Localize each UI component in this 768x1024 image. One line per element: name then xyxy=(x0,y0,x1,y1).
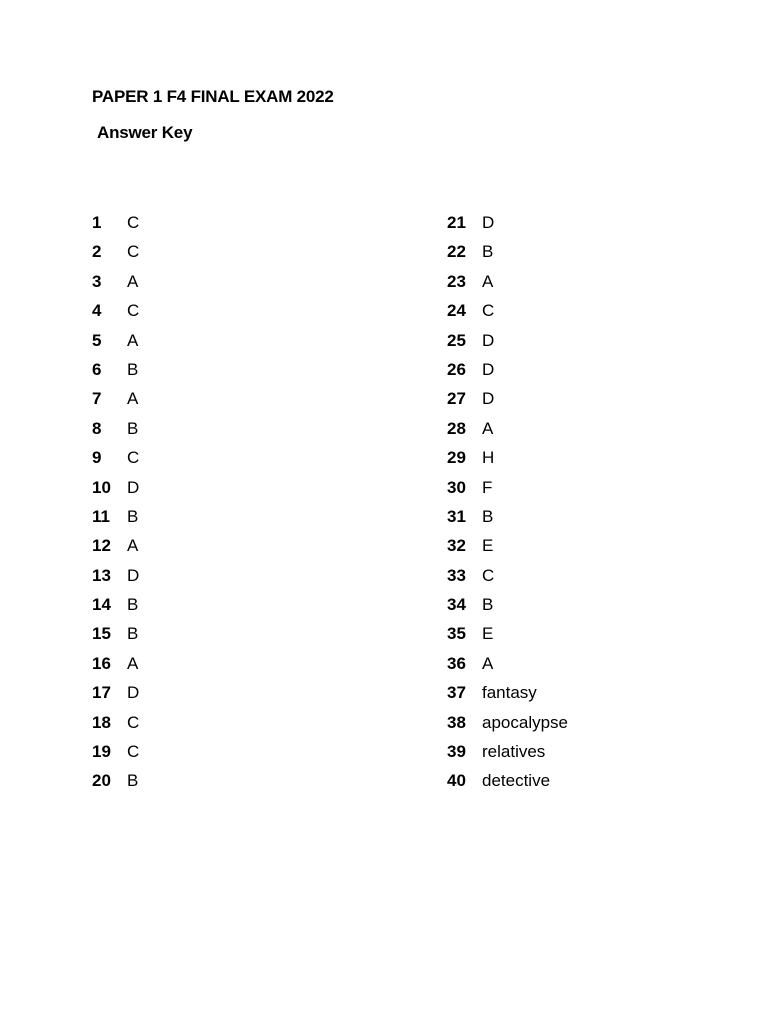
answer-row xyxy=(92,358,139,387)
question-number: 7 xyxy=(92,389,102,409)
answer-row xyxy=(92,681,139,710)
answer-value: E xyxy=(482,536,494,556)
answer-row xyxy=(447,505,568,534)
answer-row xyxy=(92,446,139,475)
answer-row xyxy=(447,358,568,387)
answer-value: A xyxy=(127,389,139,409)
answer-value: H xyxy=(482,448,495,468)
answer-value: A xyxy=(127,653,139,673)
answer-value: D xyxy=(482,330,495,350)
answer-row xyxy=(447,740,568,769)
answer-row xyxy=(447,622,568,651)
answer-value: A xyxy=(127,271,139,291)
answers-column-right xyxy=(447,211,568,799)
answer-value: relatives xyxy=(482,742,546,762)
question-number: 25 xyxy=(447,330,466,350)
question-number: 15 xyxy=(92,624,111,644)
question-number: 16 xyxy=(92,653,111,673)
answer-value: D xyxy=(482,389,495,409)
answer-value: D xyxy=(127,683,140,703)
answer-row xyxy=(92,240,139,269)
answer-value: B xyxy=(482,242,494,262)
answer-row xyxy=(447,534,568,563)
answers-column-left xyxy=(92,211,139,799)
answer-value: B xyxy=(482,506,494,526)
answer-value: D xyxy=(482,359,495,379)
answer-row xyxy=(92,769,139,798)
answer-value: E xyxy=(482,624,494,644)
answer-value: D xyxy=(127,565,140,585)
answer-value: C xyxy=(127,712,140,732)
answer-row xyxy=(92,329,139,358)
question-number: 8 xyxy=(92,418,102,438)
answer-row xyxy=(447,446,568,475)
answer-row xyxy=(447,681,568,710)
answer-value: C xyxy=(127,213,140,232)
answer-value: B xyxy=(127,506,139,526)
answer-row xyxy=(447,769,568,798)
question-number: 11 xyxy=(92,506,110,526)
answer-value: B xyxy=(127,359,139,379)
question-number: 3 xyxy=(92,271,102,291)
answer-row xyxy=(447,240,568,269)
question-number: 19 xyxy=(92,742,111,762)
answer-row xyxy=(92,270,139,299)
question-number: 13 xyxy=(92,565,111,585)
answer-value: B xyxy=(127,771,139,791)
answer-value: D xyxy=(127,477,140,497)
answer-value: C xyxy=(127,242,140,262)
answer-row xyxy=(447,711,568,740)
question-number: 35 xyxy=(447,624,466,644)
question-number: 5 xyxy=(92,330,102,350)
answer-row xyxy=(447,476,568,505)
question-number: 18 xyxy=(92,712,111,732)
answer-value: A xyxy=(127,536,139,556)
question-number: 6 xyxy=(92,359,102,379)
answer-row xyxy=(92,387,139,416)
answer-value: C xyxy=(482,301,495,321)
answer-row xyxy=(92,534,139,563)
question-number: 33 xyxy=(447,565,466,585)
question-number: 1 xyxy=(92,213,102,232)
answer-row xyxy=(447,211,568,240)
question-number: 37 xyxy=(447,683,466,703)
answer-row xyxy=(92,505,139,534)
question-number: 31 xyxy=(447,506,466,526)
answer-value: F xyxy=(482,477,493,497)
answer-value: A xyxy=(482,271,494,291)
question-number: 17 xyxy=(92,683,111,703)
question-number: 2 xyxy=(92,242,102,262)
answer-row xyxy=(447,593,568,622)
answer-row xyxy=(92,622,139,651)
answer-row xyxy=(92,711,139,740)
answer-row xyxy=(447,417,568,446)
answer-row xyxy=(92,652,139,681)
answer-value: B xyxy=(127,595,139,615)
document-subtitle: Answer Key xyxy=(97,123,193,142)
question-number: 22 xyxy=(447,242,466,262)
answer-row xyxy=(447,270,568,299)
question-number: 28 xyxy=(447,418,466,438)
question-number: 29 xyxy=(447,448,466,468)
answer-row xyxy=(92,417,139,446)
question-number: 30 xyxy=(447,477,466,497)
question-number: 36 xyxy=(447,653,466,673)
question-number: 20 xyxy=(92,771,111,791)
question-number: 34 xyxy=(447,595,466,615)
document-title: PAPER 1 F4 FINAL EXAM 2022 xyxy=(92,87,334,106)
answer-value: apocalypse xyxy=(482,712,569,732)
question-number: 39 xyxy=(447,742,466,762)
question-number: 27 xyxy=(447,389,466,409)
answer-row xyxy=(447,329,568,358)
answer-value: C xyxy=(482,565,495,585)
question-number: 4 xyxy=(92,301,102,321)
answer-row xyxy=(92,299,139,328)
answer-row xyxy=(447,652,568,681)
answer-row xyxy=(92,740,139,769)
question-number: 26 xyxy=(447,359,466,379)
answer-row xyxy=(447,564,568,593)
answer-value: C xyxy=(127,742,140,762)
answer-row xyxy=(92,564,139,593)
answer-value: B xyxy=(482,595,494,615)
answer-value: C xyxy=(127,448,140,468)
answer-row xyxy=(447,387,568,416)
question-number: 14 xyxy=(92,595,111,615)
answer-value: D xyxy=(482,213,495,232)
answer-row xyxy=(92,593,139,622)
answer-value: C xyxy=(127,301,140,321)
question-number: 23 xyxy=(447,271,466,291)
question-number: 9 xyxy=(92,448,102,468)
answer-value: fantasy xyxy=(482,683,537,703)
answer-row xyxy=(92,476,139,505)
answer-value: B xyxy=(127,418,139,438)
question-number: 40 xyxy=(447,771,466,791)
answer-value: A xyxy=(482,418,494,438)
answer-value: A xyxy=(482,653,494,673)
question-number: 32 xyxy=(447,536,466,556)
answer-value: detective xyxy=(482,771,551,791)
answer-value: B xyxy=(127,624,139,644)
question-number: 38 xyxy=(447,712,466,732)
answer-row xyxy=(92,211,139,240)
answer-value: A xyxy=(127,330,139,350)
question-number: 12 xyxy=(92,536,111,556)
question-number: 10 xyxy=(92,477,111,497)
question-number: 21 xyxy=(447,213,466,232)
question-number: 24 xyxy=(447,301,466,321)
answer-row xyxy=(447,299,568,328)
